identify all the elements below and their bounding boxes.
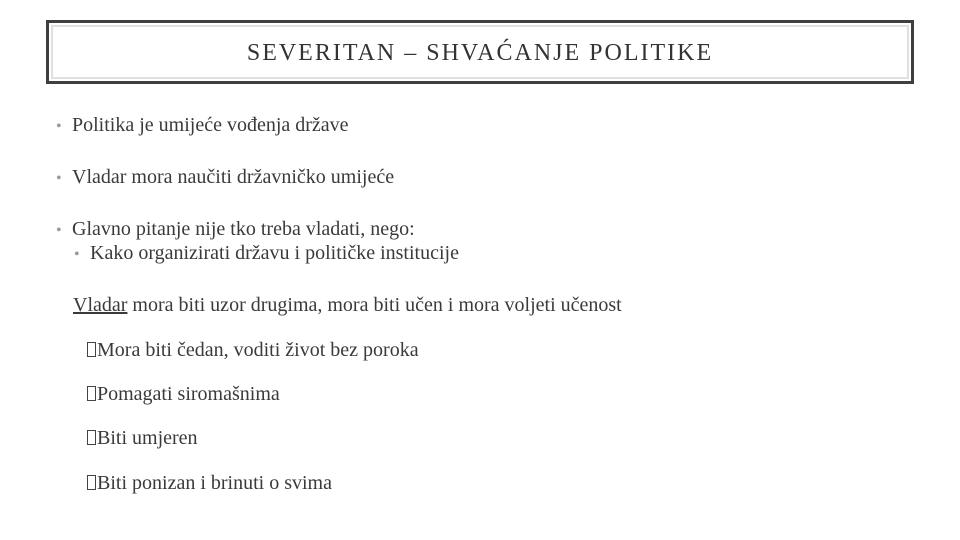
bullet-item-3 — [56, 217, 415, 243]
sub-bullet-item-1 — [74, 241, 459, 267]
sub-bullet-text-1: Kako organizirati državu i političke institucije — [90, 242, 459, 264]
bullet-text-2: Vladar mora naučiti državničko umijeće — [72, 166, 395, 188]
list-item-1 — [87, 338, 419, 362]
statement-rest: mora biti uzor drugima, mora biti učen i mora voljeti učenost — [127, 294, 622, 316]
statement-line — [73, 293, 622, 317]
statement-underlined: Vladar — [73, 294, 128, 316]
missing-glyph-icon — [87, 386, 96, 401]
bullet-text-3: Glavno pitanje nije tko treba vladati, nego: — [72, 218, 415, 240]
list-item-text-4: Biti ponizan i brinuti o svima — [97, 472, 332, 494]
bullet-item-1 — [56, 113, 349, 139]
list-item-4 — [87, 471, 332, 495]
list-item-text-2: Pomagati siromašnima — [97, 383, 280, 405]
list-item-text-1: Mora biti čedan, voditi život bez poroka — [97, 339, 419, 361]
missing-glyph-icon — [87, 342, 96, 357]
title-box — [46, 20, 914, 84]
list-item-2 — [87, 382, 280, 406]
list-item-3 — [87, 426, 198, 450]
missing-glyph-icon — [87, 475, 96, 490]
missing-glyph-icon — [87, 430, 96, 445]
bullet-item-2 — [56, 165, 394, 191]
bullet-dot-icon: • — [56, 170, 62, 187]
bullet-text-1: Politika je umijeće vođenja države — [72, 114, 349, 136]
list-item-text-3: Biti umjeren — [97, 427, 198, 449]
bullet-dot-icon: • — [56, 118, 62, 135]
sub-bullet-dot-icon: • — [74, 246, 80, 263]
slide-title: SEVERITAN – SHVAĆANJE POLITIKE — [246, 39, 714, 66]
bullet-dot-icon: • — [56, 222, 62, 239]
